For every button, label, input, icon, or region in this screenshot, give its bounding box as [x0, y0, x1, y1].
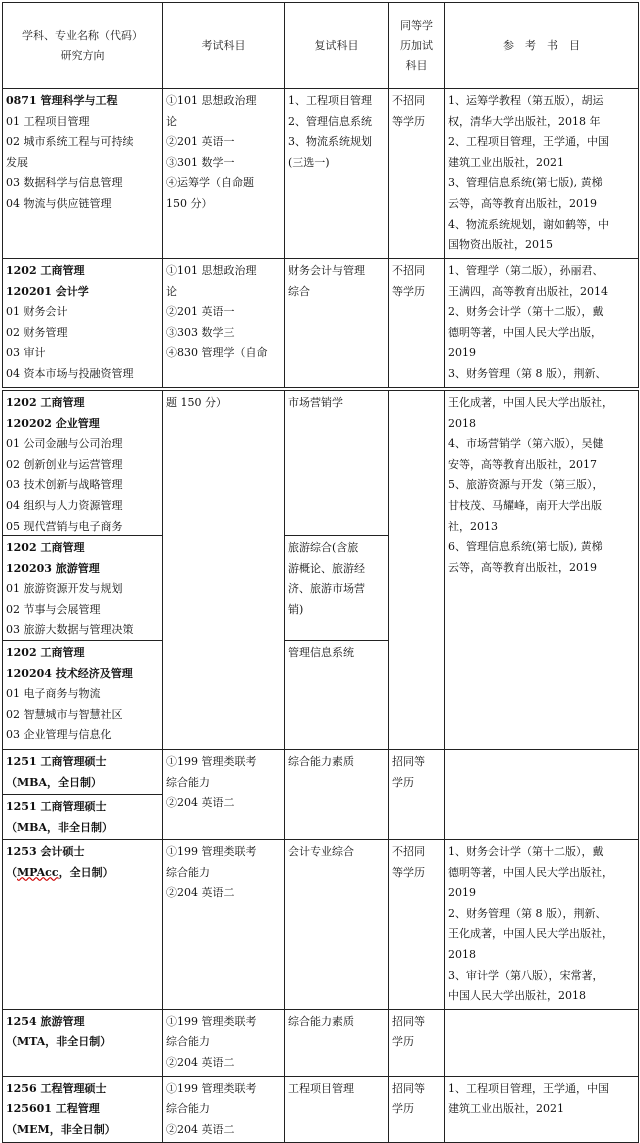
table-row	[3, 840, 639, 1010]
exam-cell: ①199 管理类联考 综合能力 ②204 英语二	[163, 1009, 285, 1076]
table-row	[3, 750, 639, 840]
major-block-tech-econ: 1202 工商管理 120204 技术经济及管理 01 电子商务与物流 02 智慧城市与智慧社区 03 企业管理与信息化	[3, 640, 162, 749]
retest-block-mis: 管理信息系统	[285, 640, 388, 749]
major-block-mba-part: 1251 工商管理硕士 （MBA，非全日制）	[3, 794, 162, 839]
retest-cell: 会计专业综合	[285, 840, 389, 1010]
major-block-tourism: 1202 工商管理 120203 旅游管理 01 旅游资源开发与规划 02 节事与会展管理 03 旅游大数据与管理决策	[3, 535, 162, 640]
admission-table-lower	[2, 390, 639, 1143]
retest-block-marketing: 市场营销学	[288, 396, 343, 409]
books-cell: 1、运筹学教程（第五版），胡运 权，清华大学出版社，2018 年 2、工程项目管理，王学通，中国 建筑工业出版社，2021 3、管理信息系统(第七版), 黄梯 云等，高等教育出版社，2019 4、物流系统规划，谢如鹤等，中 国物资出版社，2015	[445, 89, 639, 259]
exam-cell: ①199 管理类联考 综合能力 ②204 英语二	[163, 1076, 285, 1143]
header-retest: 复试科目	[285, 3, 389, 89]
extra-cell: 招同等 学历	[389, 1076, 445, 1143]
retest-cell: 工程项目管理	[285, 1076, 389, 1143]
extra-cell	[389, 391, 445, 750]
header-exam: 考试科目	[163, 3, 285, 89]
books-cell: 1、管理学（第二版），孙丽君、 王满四，高等教育出版社，2014 2、财务会计学（第十二版），戴 德明等著，中国人民大学出版， 2019 3、财务管理（第 8 版），荆新、	[445, 259, 639, 388]
major-cell	[3, 750, 163, 840]
table-header-row	[3, 3, 639, 89]
table-row	[3, 259, 639, 388]
exam-cell: ①101 思想政治理 论 ②201 英语一 ③303 数学三 ④830 管理学（自命	[163, 259, 285, 388]
books-cell: 1、财务会计学（第十二版），戴 德明等著，中国人民大学出版社， 2019 2、财务管理（第 8 版），荆新、 王化成著，中国人民大学出版社， 2018 3、审计学（第八版），宋常著， 中国人民大学出版社，2018	[445, 840, 639, 1010]
retest-cell: 综合能力素质	[285, 1009, 389, 1076]
retest-cell: 财务会计与管理 综合	[285, 259, 389, 388]
retest-cell: 综合能力素质	[285, 750, 389, 840]
retest-cell: 1、工程项目管理 2、管理信息系统 3、物流系统规划 (三选一)	[285, 89, 389, 259]
retest-block-tourism: 旅游综合(含旅 游概论、旅游经 济、旅游市场营 销)	[285, 535, 388, 640]
major-cell: 1256 工程管理硕士 125601 工程管理 （MEM，非全日制）	[3, 1076, 163, 1143]
exam-cell: ①199 管理类联考 综合能力 ②204 英语二	[163, 840, 285, 1010]
header-books: 参 考 书 目	[445, 3, 639, 89]
exam-cell: 题 150 分）	[163, 391, 285, 750]
exam-cell: ①101 思想政治理 论 ②201 英语一 ③301 数学一 ④运筹学（自命题 150 分）	[163, 89, 285, 259]
major-cell: 1253 会计硕士 （MPAcc，全日制）	[3, 840, 163, 1010]
books-cell	[445, 1009, 639, 1076]
table-row	[3, 391, 639, 750]
books-cell: 王化成著，中国人民大学出版社， 2018 4、市场营销学（第六版），吴健 安等，高等教育出版社，2017 5、旅游资源与开发（第三版）， 甘枝茂、马耀峰，南开大学出版 社，2013 6、管理信息系统(第七版), 黄梯 云等，高等教育出版社，2019	[445, 391, 639, 750]
major-cell: 1254 旅游管理 （MTA，非全日制）	[3, 1009, 163, 1076]
retest-cell	[285, 391, 389, 750]
extra-cell: 不招同 等学历	[389, 89, 445, 259]
exam-cell: ①199 管理类联考 综合能力 ②204 英语二	[163, 750, 285, 840]
admission-table-upper	[2, 2, 639, 388]
major-cell: 0871 管理科学与工程 01 工程项目管理 02 城市系统工程与可持续 发展 03 数据科学与信息管理 04 物流与供应链管理	[3, 89, 163, 259]
major-block-enterprise: 1202 工商管理 120202 企业管理 01 公司金融与公司治理 02 创新创业与运营管理 03 技术创新与战略管理 04 组织与人力资源管理 05 现代营销与电子商务	[6, 396, 123, 533]
header-extra: 同等学 历加试 科目	[389, 3, 445, 89]
books-cell	[445, 750, 639, 840]
major-block-mba-full: 1251 工商管理硕士 （MBA，全日制）	[6, 755, 107, 789]
table-row	[3, 1009, 639, 1076]
books-cell: 1、工程项目管理，王学通，中国 建筑工业出版社，2021	[445, 1076, 639, 1143]
major-cell: 1202 工商管理 120201 会计学 01 财务会计 02 财务管理 03 审计 04 资本市场与投融资管理	[3, 259, 163, 388]
extra-cell: 不招同 等学历	[389, 840, 445, 1010]
table-row	[3, 89, 639, 259]
extra-cell: 招同等 学历	[389, 1009, 445, 1076]
major-cell	[3, 391, 163, 750]
table-row	[3, 1076, 639, 1143]
header-major: 学科、专业名称（代码） 研究方向	[3, 3, 163, 89]
extra-cell: 不招同 等学历	[389, 259, 445, 388]
extra-cell: 招同等 学历	[389, 750, 445, 840]
